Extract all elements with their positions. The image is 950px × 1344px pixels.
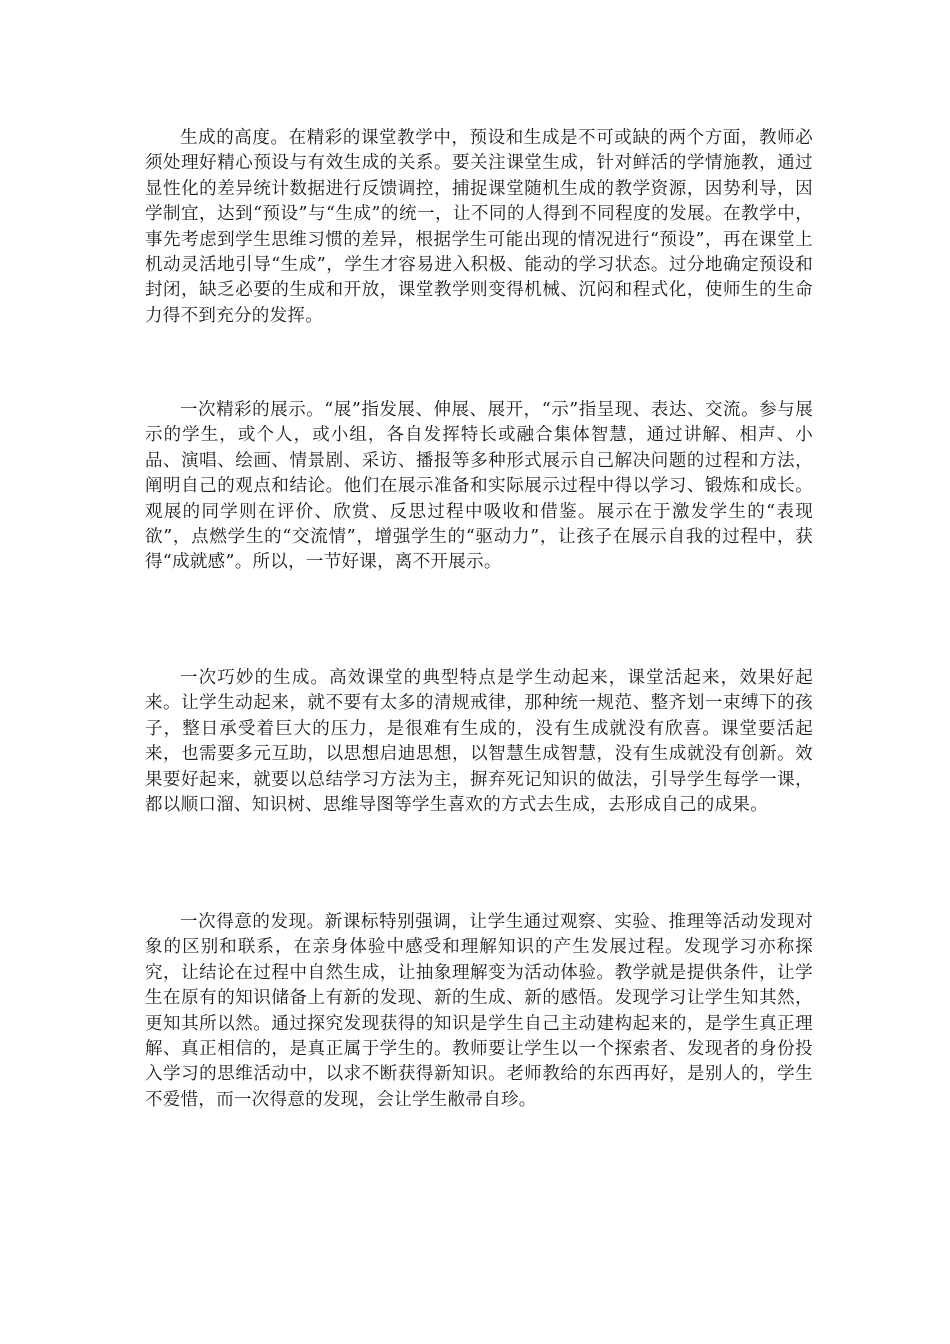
paragraph-proud-discovery: 一次得意的发现。新课标特别强调，让学生通过观察、实验、推理等活动发现对象的区别和联系，在亲身体验中感受和理解知识的产生发展过程。发现学习亦称探究，让结论在过程中自然生成，让抽象理解变为活动体验。教学就是提供条件，让学生在原有的知识储备上有新的发现、新的生成、新的感悟。发现学习让学生知其然，更知其所以然。通过探究发现获得的知识是学生自己主动建构起来的，是学生真正理解、真正相信的，是真正属于学生的。教师要让学生以一个探索者、发现者的身份投入学习的思维活动中，以求不断获得新知识。老师教给的东西再好，是别人的，学生不爱惜，而一次得意的发现，会让学生敝帚自珍。 <box>145 912 813 1110</box>
paragraph-generation-height: 生成的高度。在精彩的课堂教学中，预设和生成是不可或缺的两个方面，教师必须处理好精心预设与有效生成的关系。要关注课堂生成，针对鲜活的学情施教，通过显性化的差异统计数据进行反馈调控，捕捉课堂随机生成的教学资源，因势利导，因学制宜，达到“预设”与“生成”的统一，让不同的人得到不同程度的发展。在教学中，事先考虑到学生思维习惯的差异，根据学生可能出现的情况进行“预设”，再在课堂上机动灵活地引导“生成”，学生才容易进入积极、能动的学习状态。过分地确定预设和封闭，缺乏必要的生成和开放，课堂教学则变得机械、沉闷和程式化，使师生的生命力得不到充分的发挥。 <box>145 128 813 326</box>
paragraph-clever-generation: 一次巧妙的生成。高效课堂的典型特点是学生动起来，课堂活起来，效果好起来。让学生动起来，就不要有太多的清规戒律，那种统一规范、整齐划一束缚下的孩子，整日承受着巨大的压力，是很难有生成的，没有生成就没有欣喜。课堂要活起来，也需要多元互助，以思想启迪思想，以智慧生成智慧，没有生成就没有创新。效果要好起来，就要以总结学习方法为主，摒弃死记知识的做法，引导学生每学一课，都以顺口溜、知识树、思维导图等学生喜欢的方式去生成，去形成自己的成果。 <box>145 668 813 816</box>
paragraph-wonderful-presentation: 一次精彩的展示。“展”指发展、伸展、展开，“示”指呈现、表达、交流。参与展示的学生，或个人，或小组，各自发挥特长或融合集体智慧，通过讲解、相声、小品、演唱、绘画、情景剧、采访、播报等多种形式展示自己解决问题的过程和方法，阐明自己的观点和结论。他们在展示准备和实际展示过程中得以学习、锻炼和成长。观展的同学则在评价、欣赏、反思过程中吸收和借鉴。展示在于激发学生的“表现欲”，点燃学生的“交流情”，增强学生的“驱动力”，让孩子在展示自我的过程中，获得“成就感”。所以，一节好课，离不开展示。 <box>145 400 813 573</box>
